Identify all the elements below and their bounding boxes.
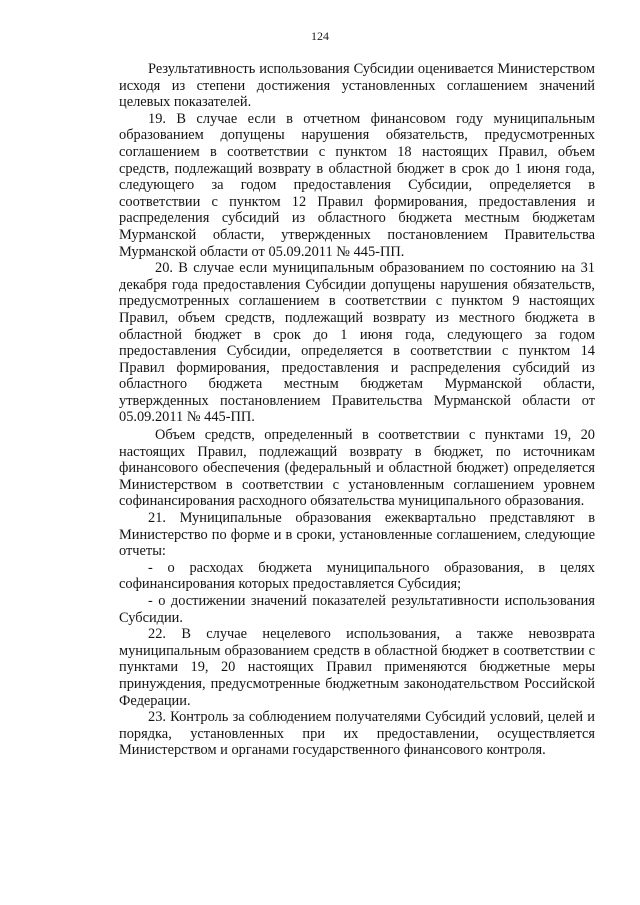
document-body (119, 61, 595, 759)
paragraph-21: 21. Муниципальные образования ежеквартально представляют в Министерство по форме и в сроки, установленные соглашением, следующие отчеты: (119, 510, 595, 560)
paragraph-funds-volume: Объем средств, определенный в соответствии с пунктами 19, 20 настоящих Правил, подлежащий возврату в бюджет, по источникам финансового обеспечения (федеральный и областной бюджет) определяется Министерством в соответствии с установленным соглашением уровнем софинансирования расходного обязательства муниципального образования. (119, 427, 595, 510)
paragraph-22: 22. В случае нецелевого использования, а также невозврата муниципальным образованием средств в областной бюджет в соответствии с пунктами 19, 20 настоящих Правил применяются бюджетные меры принуждения, предусмотренные бюджетным законодательством Российской Федерации. (119, 626, 595, 709)
paragraph-effectiveness: Результативность использования Субсидии оценивается Министерством исходя из степени достижения установленных соглашением значений целевых показателей. (119, 61, 595, 111)
page-number: 124 (311, 29, 329, 43)
list-item-budget-expenses: - о расходах бюджета муниципального образования, в целях софинансирования которых предоставляется Субсидия; (119, 559, 595, 593)
paragraph-19: 19. В случае если в отчетном финансовом году муниципальным образованием допущены нарушения обязательств, предусмотренных соглашением в соответствии с пунктом 18 настоящих Правил, объем средств, подлежащий возврату в областной бюджет в срок до 1 июня года, следующего за годом предоставления Субсидии, определяется в соответствии с пунктом 12 Правил формирования, предоставления и распределения субсидий из областного бюджета местным бюджетам Мурманской области, утвержденных постановлением Правительства Мурманской области от 05.09.2011 № 445-ПП. (119, 110, 595, 260)
paragraph-20: 20. В случае если муниципальным образованием по состоянию на 31 декабря года предоставления Субсидии допущены нарушения обязательств, предусмотренных соглашением в соответствии с пунктом 9 настоящих Правил, объем средств, подлежащий возврату из местного бюджета в областной бюджет в срок до 1 июня года, следующего за годом предоставления Субсидии, определяется в соответствии с пунктом 14 Правил формирования, предоставления и распределения субсидий из областного бюджета местным бюджетам Мурманской области, утвержденных постановлением Правительства Мурманской области от 05.09.2011 № 445-ПП. (119, 260, 595, 426)
list-item-indicators: - о достижении значений показателей результативности использования Субсидии. (119, 593, 595, 626)
paragraph-23: 23. Контроль за соблюдением получателями Субсидий условий, целей и порядка, установленных при их предоставлении, осуществляется Министерством и органами государственного финансового контроля. (119, 709, 595, 759)
